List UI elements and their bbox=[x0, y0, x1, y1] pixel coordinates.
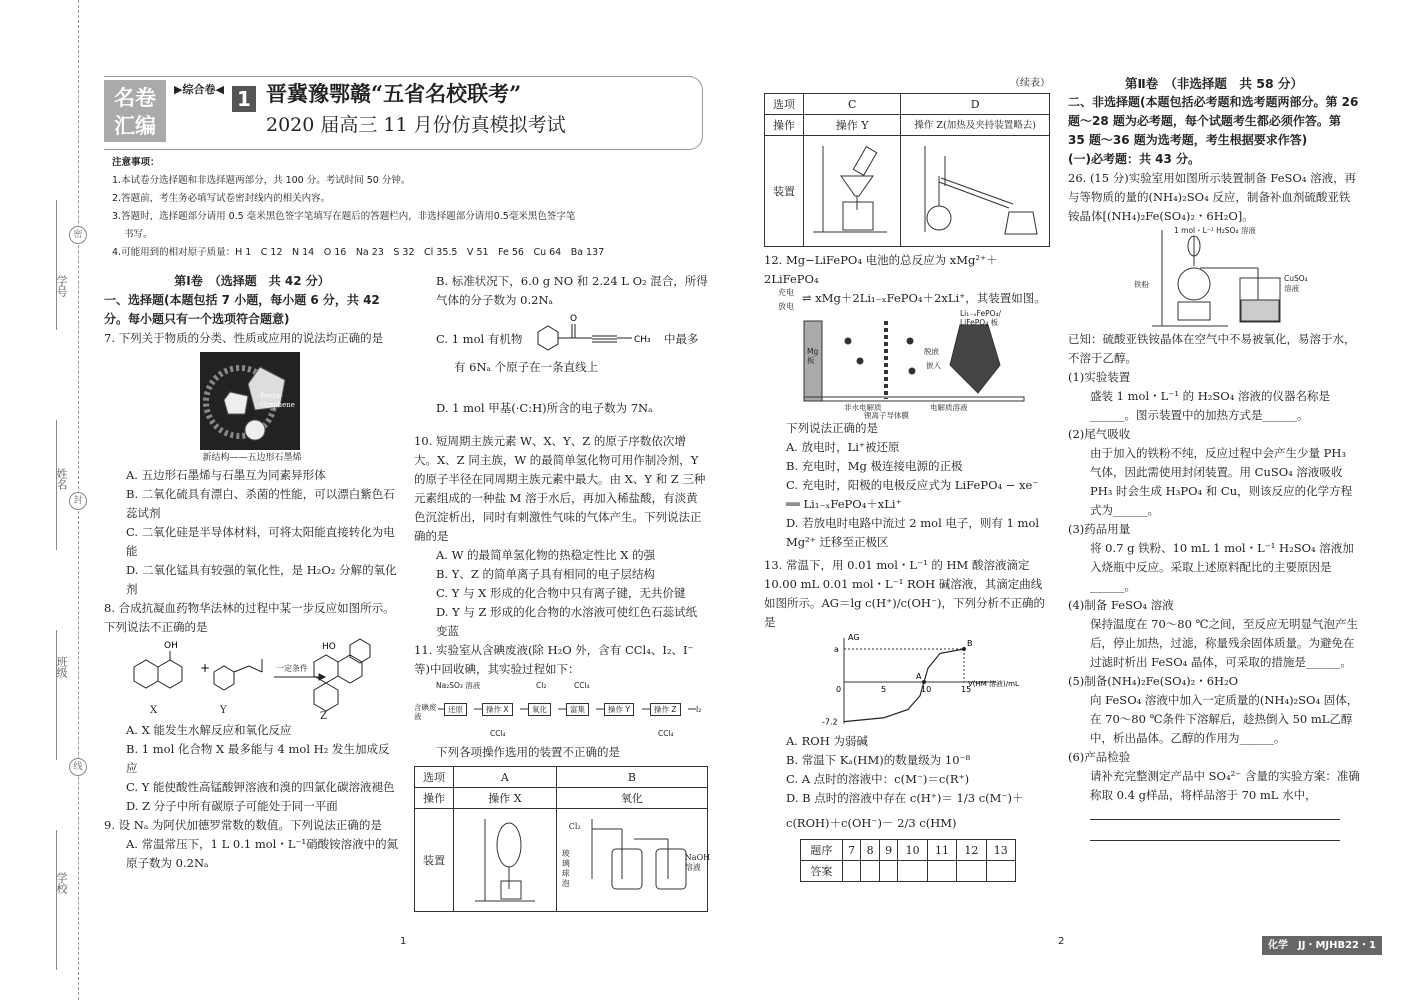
options-table-CD bbox=[764, 93, 1050, 247]
known-info: 已知：硫酸亚铁铵晶体在空气中不易被氧化，易溶于水，不溶于乙醇。 bbox=[1068, 332, 1356, 365]
question-12-ask: 下列说法正确的是 bbox=[786, 421, 878, 435]
question-11-ask: 下列各项操作选用的装置不正确的是 bbox=[436, 745, 620, 759]
question-7: 7. 下列关于物质的分类、性质或应用的说法均正确的是 bbox=[104, 331, 384, 345]
table-header: 选项 bbox=[415, 767, 454, 788]
membrane-label: 锂离子导体膜 bbox=[864, 411, 909, 420]
answer-cell[interactable] bbox=[861, 861, 880, 882]
subquestion-5-text: 向 FeSO₄ 溶液中加入一定质量的(NH₄)₂SO₄ 固体，在 70～80 ℃条件下溶解后，趁热倒入 50 mL乙醇中，析出晶体。乙醇的作用为______。 bbox=[1090, 693, 1359, 745]
alkyne-ketone-structure bbox=[532, 312, 662, 356]
subquestion-2: (2)尾气吸收 bbox=[1068, 427, 1131, 441]
notice-item: 4.可能用到的相对原子质量：H 1 C 12 N 14 O 16 Na 23 S 32 Cl 35.5 V 51 Fe 56 Cu 64 Ba 137 bbox=[112, 247, 605, 258]
table-cell: 装置 bbox=[765, 136, 804, 247]
table-header: A bbox=[454, 767, 557, 788]
table-header: C bbox=[804, 94, 901, 115]
flow-end: I₂ bbox=[696, 705, 702, 714]
graphene-figure bbox=[200, 352, 300, 450]
grid-header: 11 bbox=[927, 840, 956, 861]
option-C-text: C. 1 mol 有机物 bbox=[436, 332, 523, 346]
option-A: A. 放电时，Li⁺被还原 bbox=[786, 440, 900, 454]
column-2 bbox=[414, 272, 711, 912]
continued-label: （续表） bbox=[1010, 78, 1050, 89]
grid-header: 7 bbox=[842, 840, 861, 861]
label-X: X bbox=[150, 705, 158, 716]
apparatus-figure bbox=[1134, 226, 1360, 330]
distillation-icon bbox=[905, 136, 1045, 240]
subquestion-6: (6)产品检验 bbox=[1068, 750, 1131, 764]
table-cell: 操作 Z(加热及夹持装置略去) bbox=[901, 115, 1050, 136]
table-cell: 操作 X bbox=[454, 788, 557, 809]
footer-code: 化学 JJ・MJHB22・1 bbox=[1262, 936, 1382, 955]
question-11: 11. 实验室从含碘废液(除 H₂O 外，含有 CCl₄、I₂、I⁻等)中回收碘，其实验过程如下： bbox=[414, 643, 694, 676]
point-B bbox=[962, 647, 966, 651]
required-heading: (一)必考题：共 43 分。 bbox=[1068, 152, 1201, 166]
question-10: 10. 短周期主族元素 W、X、Y、Z 的原子序数依次增大。X、Z 同主族，W 的最简单氢化物可用作制冷剂，Y 的原子半径在同周期主族元素中最大。由 X、Y 和 Z 三种元素组成的一种盐 M 溶于水后，再加入稀盐酸，有淡黄色沉淀析出，同时有刺激性气味的气体产生。下列说法正确的是 bbox=[414, 434, 706, 543]
chlorine-apparatus bbox=[556, 809, 711, 912]
option-C: C. A 点时的溶液中：c(M⁻)＝c(R⁺) bbox=[786, 772, 970, 786]
mg-label: Mg 板 bbox=[807, 347, 819, 365]
acid-label: 1 mol・L⁻¹ H₂SO₄ 溶液 bbox=[1174, 226, 1256, 235]
option-A: A. 常温常压下，1 L 0.1 mol・L⁻¹硝酸铵溶液中的氮原子数为 0.2Nₐ bbox=[126, 837, 399, 870]
svg-text:OH: OH bbox=[164, 641, 178, 651]
seal-mark: 密 bbox=[69, 226, 87, 244]
paper-subtitle: 2020 届高三 11 月份仿真模拟考试 bbox=[266, 114, 566, 136]
option-B: B. 1 mol 化合物 X 最多能与 4 mol H₂ 发生加成反应 bbox=[126, 742, 390, 775]
question-26: 26. (15 分)实验室用如图所示装置制备 FeSO₄ 溶液，再与等物质的量的(NH₄)₂SO₄ 反应，制备补血剂硫酸亚铁铵晶体[(NH₄)₂Fe(SO₄)₂・6H₂O]。 bbox=[1068, 171, 1357, 223]
naoh-label: NaOH 溶液 bbox=[684, 853, 711, 872]
apparatus-diagram bbox=[1148, 226, 1348, 330]
battery-diagram bbox=[800, 311, 1030, 419]
grid-header: 9 bbox=[879, 840, 898, 861]
separatory-funnel-icon bbox=[465, 809, 545, 905]
x-axis-label: V(HM 溶液)/mL bbox=[968, 680, 1019, 688]
column-4 bbox=[1068, 74, 1360, 847]
subquestion-6-text: 请补充完整测定产品中 SO₄²⁻ 含量的实验方案：准确称取 0.4 g样品，将样品溶于 70 mL 水中， bbox=[1090, 769, 1360, 802]
x-tick-label: 10 bbox=[921, 685, 932, 694]
part-intro: 二、非选择题(本题包括必考题和选考题两部分。第 26 题～28 题为必考题，每个试题考生都必须作答。第 35 题～36 题为选考题，考生根据要求作答) bbox=[1068, 95, 1359, 147]
notice-heading: 注意事项： bbox=[112, 157, 160, 168]
cl2-label: Cl₂ bbox=[568, 822, 581, 831]
option-C-row bbox=[414, 310, 708, 358]
flow-step: 氧化 bbox=[528, 703, 551, 716]
binding-rule bbox=[56, 830, 57, 970]
question-12-eq bbox=[764, 289, 1050, 311]
svg-text:CH₃: CH₃ bbox=[634, 335, 651, 345]
titration-curve bbox=[844, 649, 964, 722]
solution-label: 电解质溶液 bbox=[930, 403, 968, 412]
section-heading: 第Ⅰ卷 （选择题 共 42 分） bbox=[174, 274, 330, 288]
gas-washing-icon bbox=[572, 809, 692, 905]
option-C-cont: 有 6Nₐ 个原子在一条直线上 bbox=[454, 360, 599, 374]
grid-header: 8 bbox=[861, 840, 880, 861]
option-D: D. 1 mol 甲基(·C:H)所含的电子数为 7Nₐ bbox=[436, 401, 653, 415]
option-D: D. Y 与 Z 形成的化合物的水溶液可使红色石蕊试纸变蓝 bbox=[436, 605, 698, 638]
y-axis-label: AG bbox=[848, 633, 860, 643]
flow-output: CCl₄ bbox=[490, 729, 506, 738]
point-B-label: B bbox=[967, 639, 973, 648]
x-tick-label: 5 bbox=[881, 685, 887, 694]
notice-item: 3.答题时，选择题部分请用 0.5 毫米黑色签字笔填写在题后的答题栏内，非选择题部分请用0.5毫米黑色签字笔 bbox=[112, 211, 576, 222]
question-12-eq-text: ⇌ xMg＋2Li₁₋ₓFePO₄＋2xLi⁺，其装置如图。 bbox=[802, 291, 1046, 305]
subquestion-5: (5)制备(NH₄)₂Fe(SO₄)₂・6H₂O bbox=[1068, 674, 1239, 688]
answer-cell[interactable] bbox=[927, 861, 956, 882]
flow-start: 含碘废液 bbox=[414, 703, 437, 721]
y-tick-label: -7.2 bbox=[822, 717, 838, 727]
notice-item: 书写。 bbox=[124, 229, 153, 240]
x-tick-label: 15 bbox=[961, 685, 972, 694]
reaction-scheme bbox=[104, 637, 400, 721]
answer-cell[interactable] bbox=[879, 861, 898, 882]
distillation-apparatus bbox=[901, 136, 1050, 247]
logo-line1: 名卷 bbox=[114, 86, 156, 110]
option-D: D. 若放电时电路中流过 2 mol 电子，则有 1 mol Mg²⁺ 迁移至正极区 bbox=[786, 516, 1040, 549]
flow-reagent: CCl₄ bbox=[574, 681, 590, 690]
option-B: B. 二氧化硫具有漂白、杀菌的性能，可以漂白紫色石蕊试剂 bbox=[126, 487, 395, 520]
subquestion-1-text: 盛装 1 mol・L⁻¹ 的 H₂SO₄ 溶液的仪器名称是______。图示装置中的加热方式是______。 bbox=[1090, 389, 1330, 422]
reaction-structures bbox=[104, 637, 400, 721]
label-Z: Z bbox=[320, 711, 327, 722]
grid-header: 题序 bbox=[801, 840, 843, 861]
iron-label: 铁粉 bbox=[1134, 280, 1149, 289]
paper-number-badge: 1 bbox=[232, 86, 256, 112]
column-1 bbox=[104, 272, 400, 873]
figure-caption: 新结构——五边形石墨烯 bbox=[202, 453, 302, 463]
separatory-funnel-apparatus bbox=[454, 809, 557, 912]
svg-text:HO: HO bbox=[322, 642, 336, 652]
section-heading: 第Ⅱ卷 （非选择题 共 58 分） bbox=[1124, 76, 1304, 91]
option-B: B. 充电时，Mg 极连接电源的正极 bbox=[786, 459, 963, 473]
option-B: B. Y、Z 的简单离子具有相同的电子层结构 bbox=[436, 567, 655, 581]
reaction-condition: 一定条件 bbox=[276, 664, 308, 673]
cuso4-label: CuSO₄ bbox=[1284, 274, 1308, 283]
svg-text:O: O bbox=[570, 314, 578, 324]
answer-cell[interactable] bbox=[842, 861, 861, 882]
subquestion-3: (3)药品用量 bbox=[1068, 522, 1131, 536]
point-A bbox=[922, 680, 926, 684]
question-intro: 一、选择题(本题包括 7 小题，每小题 6 分，共 42 分。每小题只有一个选项符合题意) bbox=[104, 293, 380, 326]
option-A: A. X 能发生水解反应和氧化反应 bbox=[126, 723, 292, 737]
seal-mark: 封 bbox=[69, 492, 87, 510]
flow-step: 还原 bbox=[444, 703, 467, 716]
flow-reagent: Na₂SO₃ 溶液 bbox=[436, 681, 481, 690]
electrolyte-label: 非水电解质 bbox=[844, 403, 882, 412]
flow-arrows bbox=[414, 679, 708, 743]
option-C: C. Y 与 X 形成的化合物中只有离子键，无共价键 bbox=[436, 586, 686, 600]
answer-blank[interactable] bbox=[1090, 826, 1340, 841]
table-header: B bbox=[556, 767, 707, 788]
binding-label-school: 学校 bbox=[55, 872, 68, 894]
subquestion-4: (4)制备 FeSO₄ 溶液 bbox=[1068, 598, 1174, 612]
subquestion-2-text: 由于加入的铁粉不纯，反应过程中会产生少量 PH₃ 气体，因此需使用封闭装置。用 CuSO₄ 溶液吸收 PH₃ 时会生成 H₃PO₄ 和 Cu，则该反应的化学方程式为______。 bbox=[1090, 446, 1353, 517]
logo bbox=[104, 80, 166, 142]
table-header: 选项 bbox=[765, 94, 804, 115]
table-cell: 装置 bbox=[415, 809, 454, 912]
options-table-AB bbox=[414, 766, 711, 912]
grid-header: 10 bbox=[898, 840, 927, 861]
titration-chart bbox=[804, 632, 1024, 732]
table-header: D bbox=[901, 94, 1050, 115]
graphene-label: Penta-Graphene bbox=[260, 392, 295, 409]
option-D: D. B 点时的溶液中存在 c(H⁺)＝ 1/3 c(M⁻)＋ bbox=[786, 791, 1024, 805]
origin-label: 0 bbox=[836, 685, 842, 694]
filtration-apparatus bbox=[804, 136, 901, 247]
option-A: A. 五边形石墨烯与石墨互为同素异形体 bbox=[126, 468, 326, 482]
filtration-icon bbox=[807, 136, 897, 240]
binding-rule bbox=[56, 630, 57, 760]
flow-step: 操作 Z bbox=[650, 703, 681, 716]
flow-step: 富集 bbox=[566, 703, 589, 716]
flow-reagent: Cl₂ bbox=[536, 681, 547, 690]
option-C: C. 充电时，阳极的电极反应式为 LiFePO₄ − xe⁻ ══ Li₁₋ₓFePO₄＋xLi⁺ bbox=[786, 478, 1039, 511]
answer-grid bbox=[800, 839, 1016, 882]
deintercalate-label: 脱嵌 bbox=[924, 347, 939, 356]
option-B: B. 常温下 Kₐ(HM)的数量级为 10⁻⁸ bbox=[786, 753, 971, 767]
binding-label-id: 学号 bbox=[55, 275, 68, 297]
grid-header: 13 bbox=[986, 840, 1015, 861]
question-9: 9. 设 Nₐ 为阿伏加德罗常数的数值。下列说法正确的是 bbox=[104, 818, 382, 832]
subquestion-1: (1)实验装置 bbox=[1068, 370, 1131, 384]
page-number: 1 bbox=[400, 936, 407, 947]
page-number: 2 bbox=[1058, 936, 1065, 947]
table-cell: 操作 Y bbox=[804, 115, 901, 136]
option-B: B. 标准状况下，6.0 g NO 和 2.24 L O₂ 混合，所得气体的分子数为 0.2Nₐ bbox=[436, 274, 708, 307]
charge-label: 充电 bbox=[778, 288, 794, 297]
grid-label: 答案 bbox=[801, 861, 843, 882]
grid-header: 12 bbox=[957, 840, 986, 861]
electrode-label: Li₁₋ₓFePO₄/ bbox=[960, 309, 1002, 318]
flow-output: CCl₄ bbox=[658, 729, 674, 738]
electrode-label2: LiFePO₄ 板 bbox=[960, 318, 999, 327]
option-D: D. 二氧化锰具有较强的氧化性，是 H₂O₂ 分解的氧化剂 bbox=[126, 563, 397, 596]
column-3 bbox=[764, 74, 1050, 882]
option-D-cont: c(ROH)＋c(OH⁻)－ 2/3 c(HM) bbox=[786, 816, 957, 830]
option-A: A. ROH 为弱碱 bbox=[786, 734, 868, 748]
option-C: C. 二氧化硅是半导体材料，可将太阳能直接转化为电能 bbox=[126, 525, 395, 558]
solution-label: 溶液 bbox=[1284, 284, 1299, 293]
table-cell: 操作 bbox=[415, 788, 454, 809]
logo-line2: 汇编 bbox=[114, 114, 156, 138]
label-Y: Y bbox=[220, 705, 227, 716]
flow-step: 操作 X bbox=[482, 703, 513, 716]
flow-step: 操作 Y bbox=[604, 703, 634, 716]
notice-item: 1.本试卷分选择题和非选择题两部分，共 100 分。考试时间 50 分钟。 bbox=[112, 175, 411, 186]
subquestion-3-text: 将 0.7 g 铁粉、10 mL 1 mol・L⁻¹ H₂SO₄ 溶液加入烧瓶中反应。采取上述原料配比的主要原因是______。 bbox=[1090, 541, 1354, 593]
binding-rule bbox=[56, 200, 57, 330]
intercalate-label: 嵌入 bbox=[926, 361, 941, 370]
answer-cell[interactable] bbox=[957, 861, 986, 882]
y-tick-label: a bbox=[834, 645, 839, 654]
option-A: A. W 的最简单氢化物的热稳定性比 X 的强 bbox=[436, 548, 656, 562]
header-tag: ▶综合卷◀ bbox=[174, 83, 224, 96]
notice-block bbox=[112, 154, 707, 262]
discharge-label: 放电 bbox=[778, 302, 794, 311]
option-D: D. Z 分子中所有碳原子可能处于同一平面 bbox=[126, 799, 338, 813]
point-A-label: A bbox=[916, 672, 922, 681]
paper-title: 晋冀豫鄂赣“五省名校联考” bbox=[266, 81, 522, 106]
answer-cell[interactable] bbox=[986, 861, 1015, 882]
question-13: 13. 常温下，用 0.01 mol・L⁻¹ 的 HM 酸溶液滴定 10.00 mL 0.01 mol・L⁻¹ ROH 碱溶液，其滴定曲线如图所示。AG＝lg c(H⁺)/c(OH⁻)，下列分析不正确的是 bbox=[764, 558, 1046, 629]
binding-label-class: 班级 bbox=[55, 656, 68, 678]
answer-blank[interactable] bbox=[1090, 805, 1340, 820]
subquestion-4-text: 保持温度在 70～80 ℃之间，至反应无明显气泡产生后，停止加热，过滤，称量残余固体质量。为避免在过滤时析出 FeSO₄ 晶体，可采取的措施是______。 bbox=[1090, 617, 1358, 669]
notice-item: 2.答题前，考生务必填写试卷密封线内的相关内容。 bbox=[112, 193, 331, 204]
svg-text:+: + bbox=[200, 661, 211, 675]
question-8: 8. 合成抗凝血药物华法林的过程中某一步反应如图所示。下列说法不正确的是 bbox=[104, 601, 395, 634]
question-12: 12. Mg−LiFePO₄ 电池的总反应为 xMg²⁺＋2LiFePO₄ bbox=[764, 253, 998, 286]
process-flow bbox=[414, 679, 708, 743]
table-cell: 氧化 bbox=[556, 788, 707, 809]
seal-mark: 线 bbox=[69, 758, 87, 776]
option-C-text2: 中最多 bbox=[664, 332, 699, 346]
bubble-label: 玻璃球泡 bbox=[561, 849, 570, 888]
battery-figure bbox=[800, 311, 1050, 419]
answer-cell[interactable] bbox=[898, 861, 927, 882]
option-C: C. Y 能使酸性高锰酸钾溶液和溴的四氯化碳溶液褪色 bbox=[126, 780, 395, 794]
table-cell: 操作 bbox=[765, 115, 804, 136]
binding-label-name: 姓名 bbox=[55, 468, 68, 490]
